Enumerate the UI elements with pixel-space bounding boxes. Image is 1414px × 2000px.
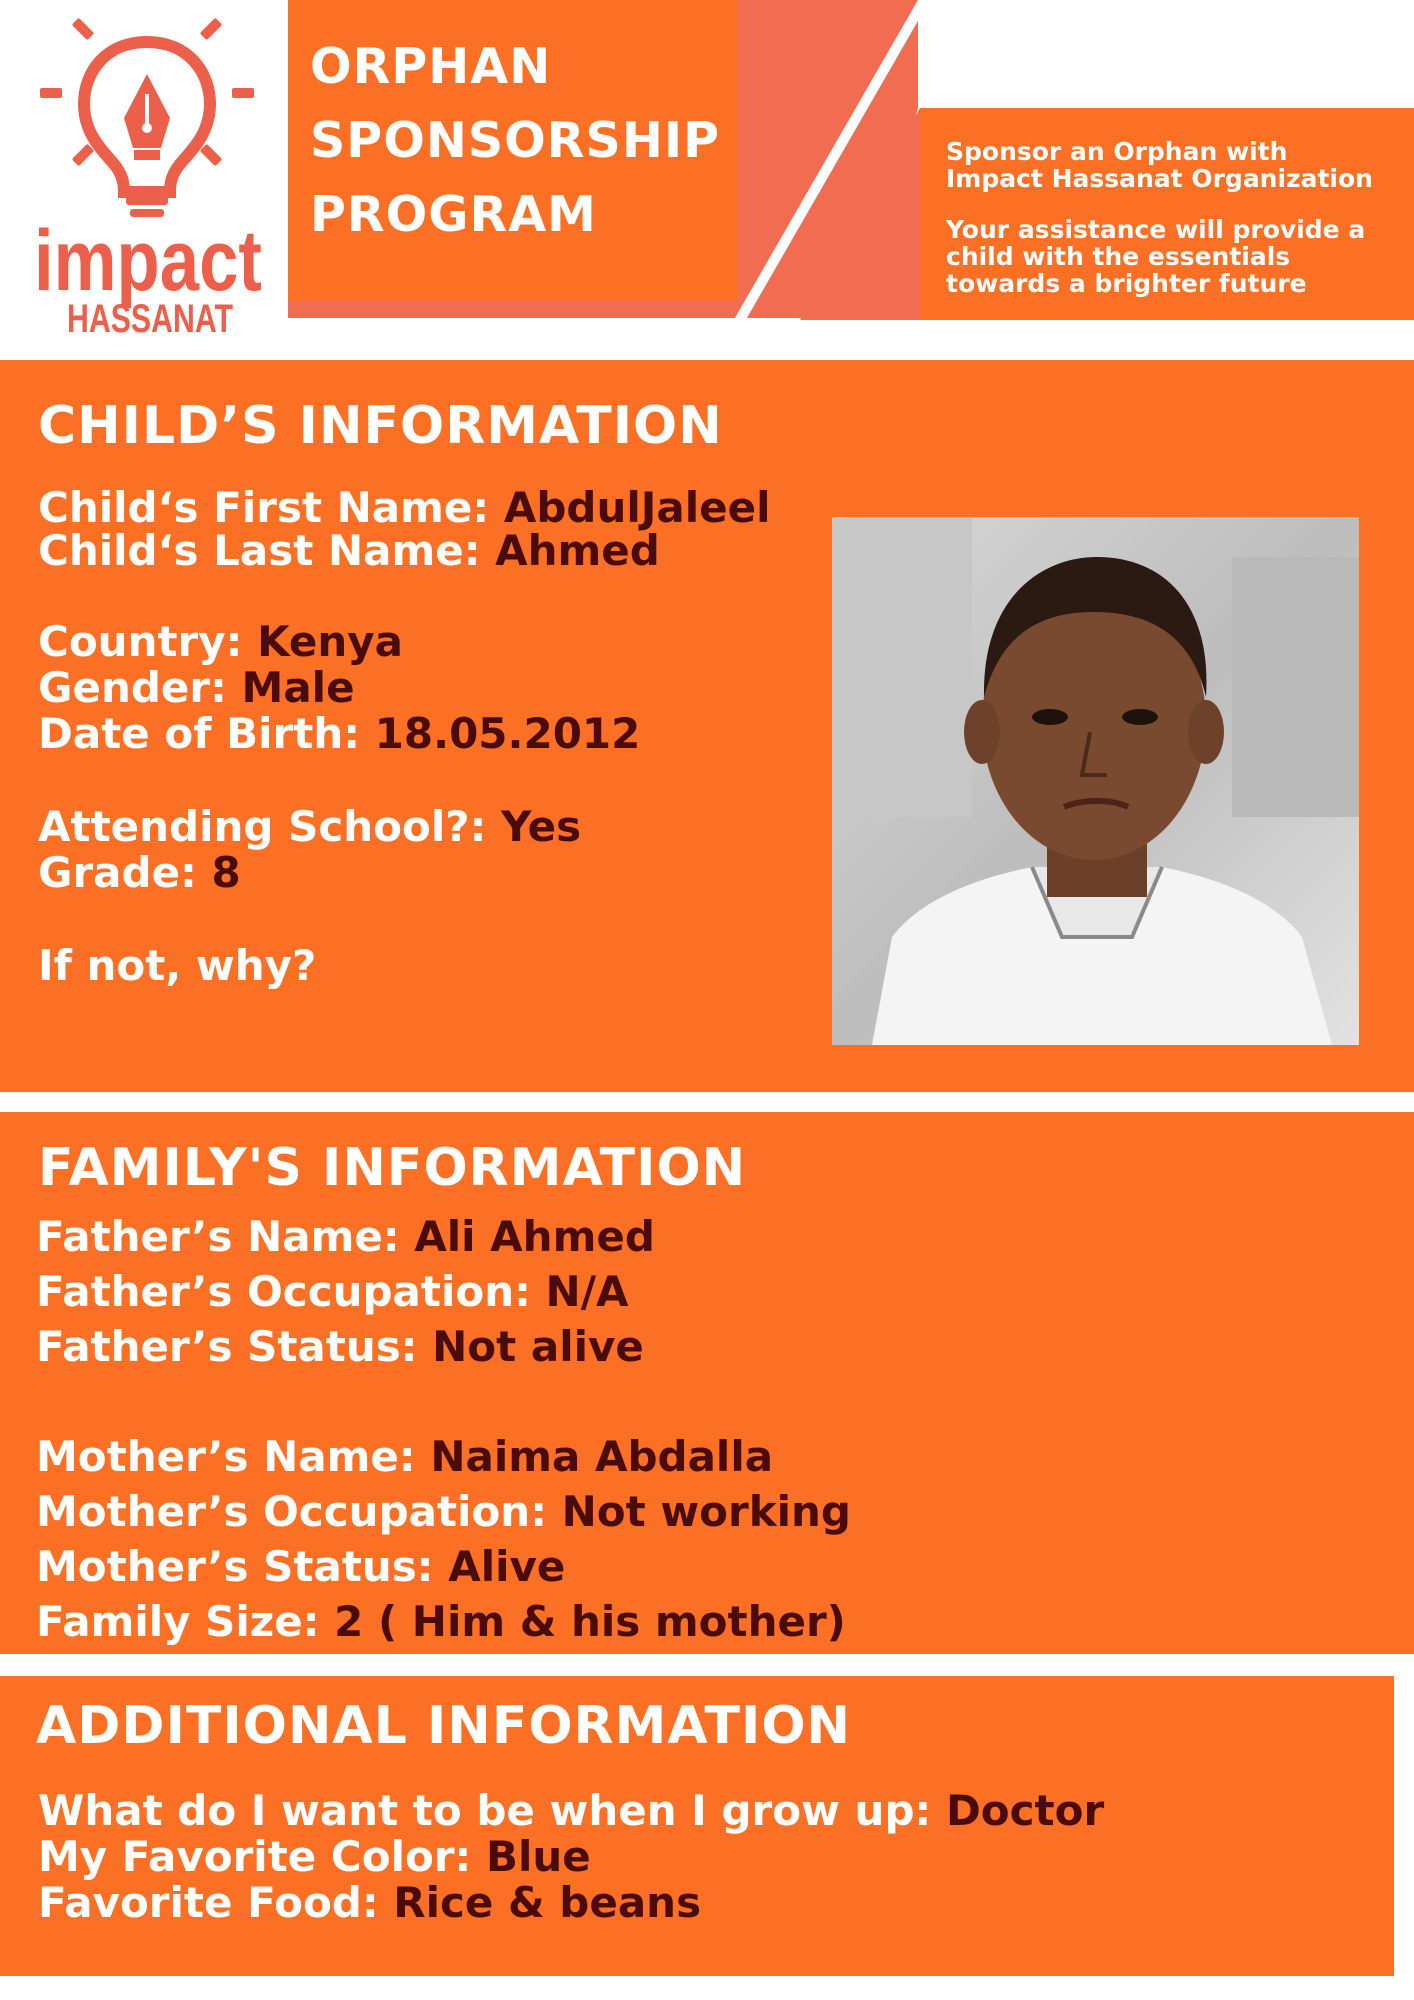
attending-school-value: Yes <box>501 802 582 851</box>
field-label: Mother’s Name: <box>36 1432 416 1481</box>
mother-status-row <box>36 1544 565 1590</box>
tagline-line: Impact Hassanat Organization <box>946 164 1373 193</box>
gender-row <box>38 665 355 711</box>
additional-section-title: ADDITIONAL INFORMATION <box>36 1696 852 1756</box>
field-label: Gender: <box>38 663 227 712</box>
mother-status-value: Alive <box>448 1542 566 1591</box>
svg-text:impact: impact <box>34 213 262 309</box>
field-label: Mother’s Status: <box>36 1542 434 1591</box>
father-occupation-row <box>36 1269 629 1315</box>
child-last-name-row <box>38 528 660 574</box>
field-label: Attending School?: <box>38 802 487 851</box>
grade-value: 8 <box>211 848 241 897</box>
favorite-color-value: Blue <box>485 1832 591 1881</box>
family-section-title: FAMILY'S INFORMATION <box>38 1138 747 1198</box>
field-label: Father’s Name: <box>36 1212 400 1261</box>
field-label: If not, why? <box>38 941 317 990</box>
field-label: Family Size: <box>36 1597 320 1646</box>
favorite-food-row <box>38 1880 701 1926</box>
favorite-food-value: Rice & beans <box>393 1878 702 1927</box>
child-photo <box>832 517 1359 1045</box>
grow-up-value: Doctor <box>945 1786 1105 1835</box>
tagline-line: towards a brighter future <box>946 269 1307 298</box>
father-status-value: Not alive <box>432 1322 644 1371</box>
svg-text:HASSANAT: HASSANAT <box>67 297 233 341</box>
child-section-title: CHILD’S INFORMATION <box>38 396 723 456</box>
child-first-name-row <box>38 485 771 531</box>
tagline-line: child with the essentials <box>946 242 1291 271</box>
field-label: Favorite Food: <box>38 1878 379 1927</box>
field-label: Child‘s Last Name: <box>38 526 481 575</box>
tagline-sponsor <box>946 138 1412 192</box>
country-row <box>38 619 403 665</box>
program-title-line: SPONSORSHIP <box>310 112 720 169</box>
field-label: Mother’s Occupation: <box>36 1487 547 1536</box>
field-label: Country: <box>38 617 243 666</box>
program-title-line: ORPHAN <box>310 38 552 95</box>
family-size-value: 2 ( Him & his mother) <box>334 1597 846 1646</box>
tagline-line: Sponsor an Orphan with <box>946 137 1288 166</box>
family-size-row <box>36 1599 846 1645</box>
program-title-line: PROGRAM <box>310 186 597 243</box>
field-label: Child‘s First Name: <box>38 483 490 532</box>
date-of-birth-value: 18.05.2012 <box>374 709 641 758</box>
tagline-line: Your assistance will provide a <box>946 215 1366 244</box>
field-label: Grade: <box>38 848 197 897</box>
field-label: My Favorite Color: <box>38 1832 472 1881</box>
mother-occupation-value: Not working <box>561 1487 851 1536</box>
mother-name-row <box>36 1434 773 1480</box>
attending-school-row <box>38 804 581 850</box>
tagline-assistance <box>946 216 1412 297</box>
mother-name-value: Naima Abdalla <box>430 1432 774 1481</box>
child-first-name-value: AbdulJaleel <box>503 483 771 532</box>
field-label: Date of Birth: <box>38 709 361 758</box>
child-last-name-value: Ahmed <box>495 526 660 575</box>
country-value: Kenya <box>257 617 403 666</box>
father-occupation-value: N/A <box>545 1267 629 1316</box>
grow-up-row <box>38 1788 1104 1834</box>
father-status-row <box>36 1324 644 1370</box>
date-of-birth-row <box>38 711 640 757</box>
field-label: Father’s Occupation: <box>36 1267 531 1316</box>
field-label: What do I want to be when I grow up: <box>38 1786 932 1835</box>
father-name-value: Ali Ahmed <box>414 1212 655 1261</box>
field-label: Father’s Status: <box>36 1322 418 1371</box>
if-not-why-row <box>38 943 316 989</box>
favorite-color-row <box>38 1834 591 1880</box>
mother-occupation-row <box>36 1489 851 1535</box>
father-name-row <box>36 1214 655 1260</box>
grade-row <box>38 850 241 896</box>
gender-value: Male <box>241 663 355 712</box>
